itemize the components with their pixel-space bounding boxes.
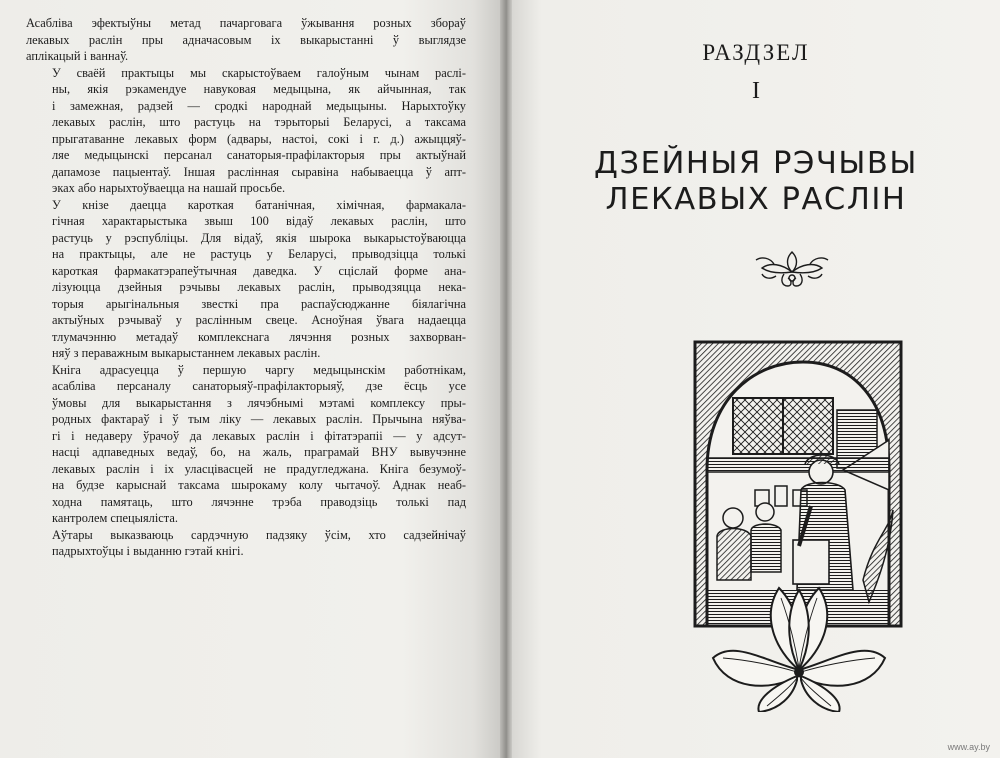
text-line: і замежная, радзей — сродкі народнай медыцыны. Нарыхтоўку (52, 98, 466, 113)
text-line: асабліва персаналу санаторыяў-прафілакторыяў, дзе ёсць усе (52, 379, 466, 393)
watermark: www.ay.by (947, 742, 990, 752)
text-line: няў з пераважным выкарыстаннем лекавых раслін. (52, 346, 321, 360)
text-line: Аўтары выказваюць сардэчную падзяку ўсім, хто садзейнічаў (52, 527, 466, 542)
text-line: родных фактараў і ў тым ліку — лекавых раслін. Прычына няўва- (52, 412, 466, 426)
preface-paragraph (26, 15, 466, 65)
text-line: растуць у рэспубліцы. Для відаў, якія шырока выкарыстоўваюцца (52, 230, 466, 245)
text-line: ны, якія рэкамендуе навуковая медыцына, як айчынная, так (52, 82, 466, 96)
text-line: прыгатаванне лекавых форм (адвары, настоі, сокі і г. д.) ажыццяў- (52, 131, 466, 146)
text-line: Асабліва эфектыўны метад пачарговага ўжывання розных збораў (26, 16, 466, 30)
chapter-title (507, 146, 1000, 218)
text-line: У сваёй практыцы мы скарыстоўваем галоўным чынам раслі- (52, 65, 466, 80)
preface-text (26, 15, 466, 560)
text-line: Кніга адрасуецца ў першую чаргу медыцынскім работнікам, (52, 362, 466, 377)
text-line: лекавых раслін пры адначасовым іх выкарыстанні ў выглядзе (26, 32, 466, 47)
text-line: У кнізе даецца кароткая батанічная, хімічная, фармакала- (52, 197, 466, 212)
text-line: лізуюцца дзейныя рэчывы лекавых раслін, прыводзяцца нека- (52, 280, 466, 294)
apothecary-woodcut-illustration (693, 340, 905, 712)
chapter-title-line-2: ЛЕКАВЫХ РАСЛІН (605, 182, 907, 217)
text-line: лекавых раслін, што растуць на тэрыторыі Беларусі, а таксама (52, 115, 466, 129)
section-number: I (752, 78, 760, 104)
text-line: падрыхтоўцы і выданню гэтай кнігі. (52, 544, 244, 558)
preface-paragraph (26, 65, 466, 197)
text-line: ўмовы для выкарыстання з лячэбнымі мэтамі комплексу пры- (52, 395, 466, 410)
text-line: гі і недаверу ўрачоў да лекавых раслін і фітатэрапіі — у адсут- (52, 428, 466, 443)
text-line: на практыцы, але не растуць у Беларусі, прыводзіцца толькі (52, 247, 466, 261)
floral-ornament-icon (752, 246, 832, 290)
chapter-title-line-1: ДЗЕЙНЫЯ РЭЧЫВЫ (594, 146, 918, 181)
text-line: аплікацый і ваннаў. (26, 49, 129, 63)
text-line: ляе медыцынскі персанал санаторыя-прафілакторыя пры актыўнай (52, 148, 466, 162)
text-line: кароткая фармакатэрапеўтычная даведка. У сціслай форме ана- (52, 263, 466, 278)
text-line: насці адпаведных ведаў, бо, на жаль, праграмай ВНУ вывучэнне (52, 445, 466, 459)
section-label: РАЗДЗЕЛ (702, 40, 810, 65)
text-line: на будзе карыснай таксама шырокаму колу чытачоў. Аднак неаб- (52, 478, 466, 492)
text-line: кантролем спецыяліста. (52, 511, 178, 525)
text-line: тлумачэнню метадаў комплекснага лячэння розных захворван- (52, 329, 466, 344)
text-line: ходна памятаць, што лячэнне трэба праводзіць толькі пад (52, 494, 466, 509)
text-line: лекавых раслін і іх уласцівасцей не прадугледжана. Кніга безумоў- (52, 461, 466, 476)
text-line: актыўных рэчываў у раслінным свеце. Асноўная ўвага надаецца (52, 313, 466, 327)
text-line: торыя арыгінальныя звесткі пра распаўсюджанне біялагічна (52, 296, 466, 311)
preface-paragraph (26, 197, 466, 362)
text-line: дапамозе пацыентаў. Іншая раслінная сыравіна набываецца ў апт- (52, 164, 466, 179)
preface-paragraph (26, 362, 466, 527)
text-line: эках або нарыхтоўваецца на нашай просьбе. (52, 181, 286, 195)
preface-paragraph (26, 527, 466, 560)
text-line: гічная характарыстыка звыш 100 відаў лекавых раслін, што (52, 214, 466, 228)
